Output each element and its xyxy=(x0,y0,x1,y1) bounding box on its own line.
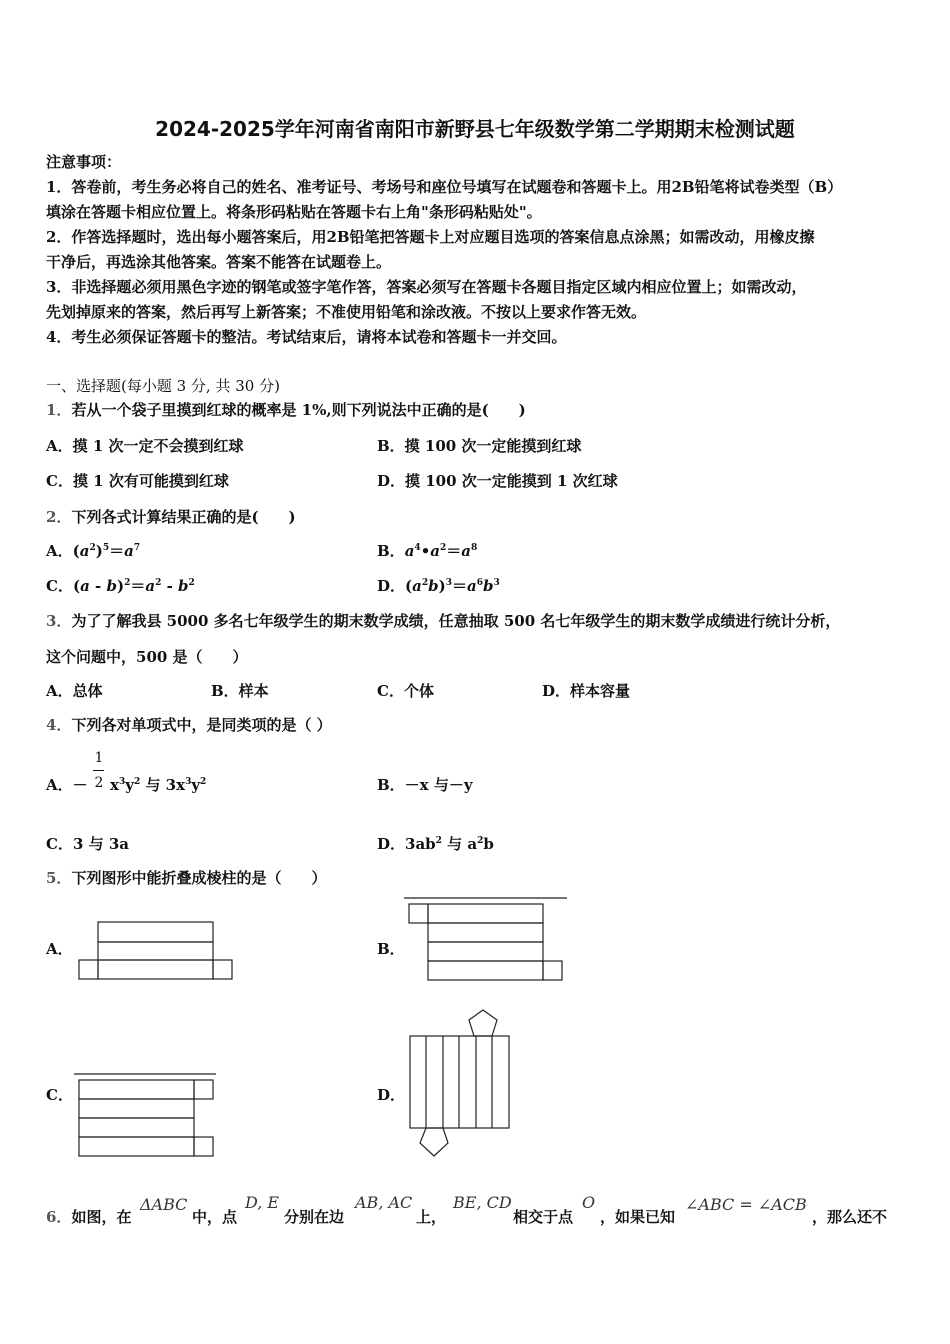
fraction-numerator: 1 xyxy=(94,750,104,766)
page-title: 2024-2025学年河南省南阳市新野县七年级数学第二学期期末检测试题 xyxy=(155,117,795,141)
math-angle-condition: ∠ABC = ∠ACB xyxy=(685,1195,807,1214)
question-6-text: ，如果已知 xyxy=(600,1208,676,1226)
option-a: A． xyxy=(46,940,73,958)
net-figure-a xyxy=(74,914,239,984)
notice-line: 填涂在答题卡相应位置上。将条形码粘贴在答题卡右上角"条形码粘贴处"。 xyxy=(46,203,542,221)
option-b: B．样本 xyxy=(211,682,269,700)
option-c: C． xyxy=(46,1086,73,1104)
notice-line: 干净后，再选涂其他答案。答案不能答在试题卷上。 xyxy=(46,253,392,271)
option-a: A．－ xyxy=(46,776,88,794)
option-b: B．－x 与－y xyxy=(377,776,473,794)
net-figure-d xyxy=(404,1006,516,1166)
question-6-text: 中，点 xyxy=(192,1208,238,1226)
math-sides-ab-ac: AB, AC xyxy=(355,1193,413,1212)
question-6: 6．如图，在 xyxy=(46,1208,132,1226)
option-d: D．$(a^2b)^3=a^6b^3$ xyxy=(377,577,500,595)
option-d: D．摸 100 次一定能摸到 1 次红球 xyxy=(377,472,618,490)
section-heading: 一、选择题(每小题 3 分, 共 30 分) xyxy=(46,377,280,395)
question-6-text: 上， xyxy=(416,1208,447,1226)
question-6-text: 分别在边 xyxy=(284,1208,345,1226)
option-b: B．摸 100 次一定能摸到红球 xyxy=(377,437,582,455)
question-stem: 下列图形中能折叠成棱柱的是（ ） xyxy=(71,869,327,887)
question-1 xyxy=(46,400,526,420)
fraction-denominator: 2 xyxy=(94,775,104,791)
math-points-de: D, E xyxy=(245,1193,280,1212)
option-d: D．样本容量 xyxy=(542,682,631,700)
question-number: 1． xyxy=(46,401,72,419)
math-point-o: O xyxy=(582,1193,596,1212)
option-b: B． xyxy=(377,940,405,958)
option-c: C．个体 xyxy=(377,682,434,700)
notice-line: 1．答卷前，考生务必将自己的姓名、准考证号、考场号和座位号填写在试题卷和答题卡上。用2B铅笔将试卷类型（B） xyxy=(46,178,843,196)
question-number: 2． xyxy=(46,508,72,526)
option-c: C．$(a - b)^2=a^2 - b^2$ xyxy=(46,577,195,595)
notice-line: 4．考生必须保证答题卡的整洁。考试结束后，请将本试卷和答题卡一并交回。 xyxy=(46,328,567,346)
option-d: D．$3ab^2$ 与 $a^2b$ xyxy=(377,835,494,853)
notice-heading: 注意事项： xyxy=(46,153,122,171)
option-a: A．总体 xyxy=(46,682,103,700)
question-number: 6． xyxy=(46,1208,72,1226)
option-b: B．$a^4•a^2=a^8$ xyxy=(377,542,478,560)
notice-line: 2．作答选择题时，选出每小题答案后，用2B铅笔把答题卡上对应题目选项的答案信息点涂黑；如需改动，用橡皮擦 xyxy=(46,228,815,246)
net-figure-b xyxy=(402,893,572,985)
question-4 xyxy=(46,715,332,735)
question-stem-cont: 这个问题中，500 是（ ） xyxy=(46,648,248,666)
question-stem: 若从一个袋子里摸到红球的概率是 1%,则下列说法中正确的是( ) xyxy=(71,401,526,419)
question-6-text: 相交于点 xyxy=(513,1208,574,1226)
question-stem: 下列各式计算结果正确的是( ) xyxy=(71,508,296,526)
option-a: A．$(a^2)^5=a^7$ xyxy=(46,542,141,560)
option-a-terms: $x^3y^2$ 与 $3x^3y^2$ xyxy=(110,776,207,794)
math-triangle-abc: ΔABC xyxy=(140,1195,188,1214)
question-5 xyxy=(46,868,326,888)
question-number: 4． xyxy=(46,716,72,734)
notice-line: 先划掉原来的答案，然后再写上新答案；不准使用铅笔和涂改液。不按以上要求作答无效。 xyxy=(46,303,647,321)
math-lines-be-cd: BE, CD xyxy=(453,1193,512,1212)
option-c: C．摸 1 次有可能摸到红球 xyxy=(46,472,229,490)
option-c: C．3 与 3a xyxy=(46,835,129,853)
option-a: A．摸 1 次一定不会摸到红球 xyxy=(46,437,244,455)
notice-line: 3．非选择题必须用黑色字迹的钢笔或签字笔作答，答案必须写在答题卡各题目指定区域内相应位置上；如需改动， xyxy=(46,278,807,296)
fraction-bar xyxy=(93,770,104,771)
question-number: 5． xyxy=(46,869,72,887)
option-d: D． xyxy=(377,1086,406,1104)
question-number: 3． xyxy=(46,612,72,630)
question-6-text: ，那么还不 xyxy=(812,1208,888,1226)
question-stem: 为了了解我县 5000 多名七年级学生的期末数学成绩，任意抽取 500 名七年级学生的期末数学成绩进行统计分析， xyxy=(71,612,841,630)
net-figure-c xyxy=(72,1068,222,1162)
question-2 xyxy=(46,507,296,527)
question-3 xyxy=(46,611,840,631)
question-stem: 下列各对单项式中，是同类项的是（ ） xyxy=(71,716,332,734)
